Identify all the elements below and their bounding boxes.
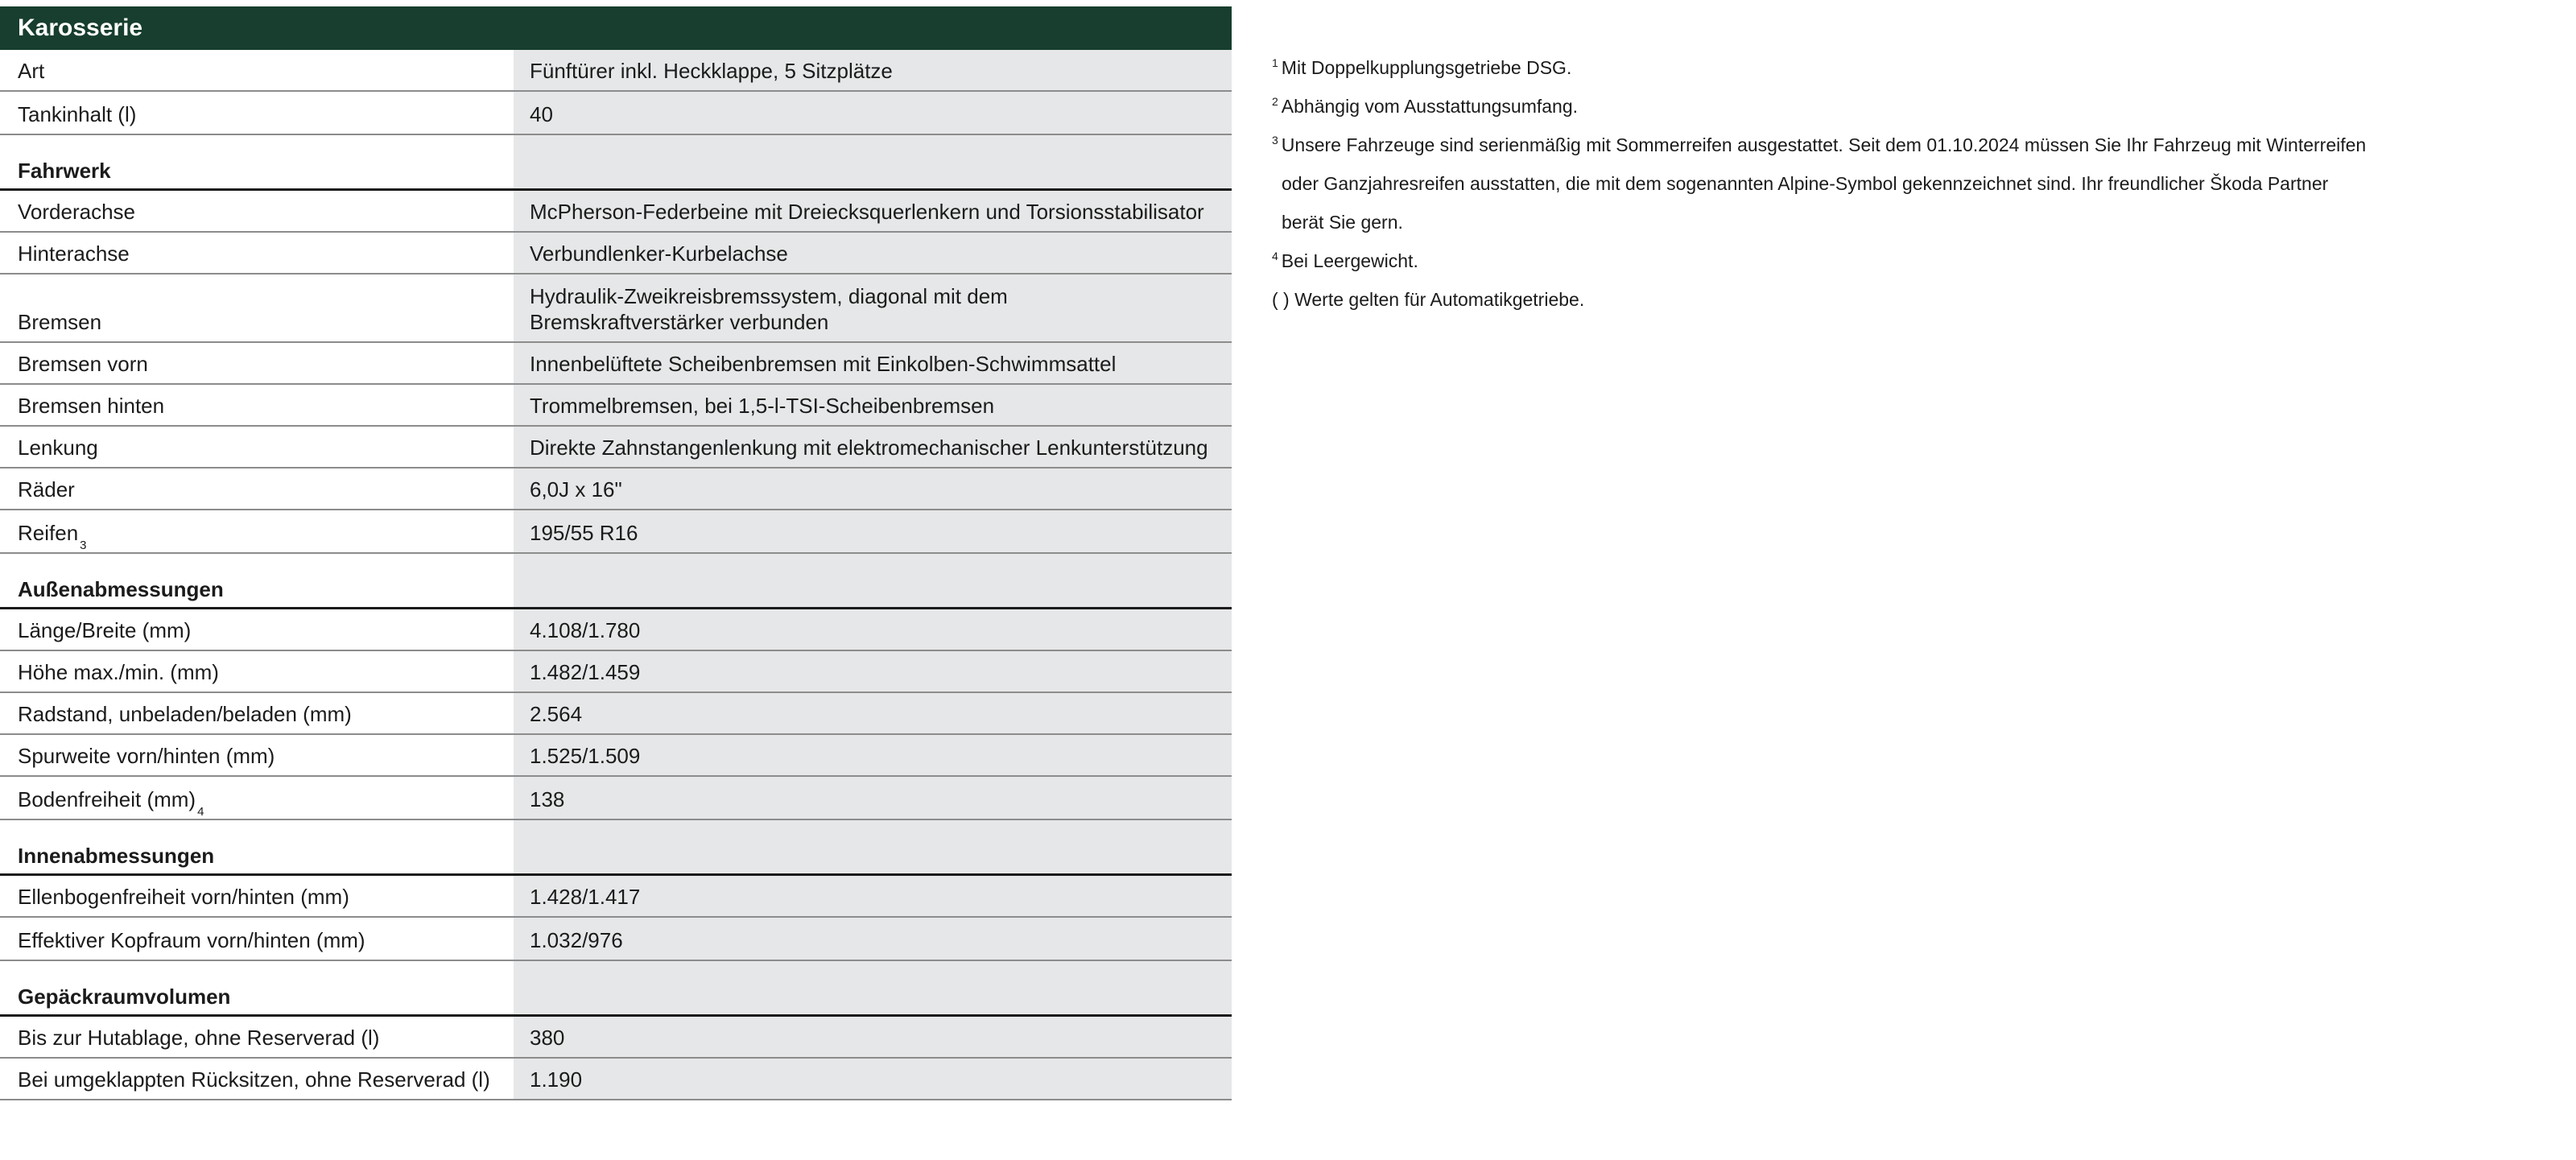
row-label: Lenkung [18, 436, 98, 460]
row-value: 6,0J x 16" [514, 469, 1232, 509]
table-row [0, 609, 1232, 651]
row-label-text: Reifen [18, 521, 79, 545]
row-value: 1.190 [514, 1059, 1232, 1099]
row-label-text: Bodenfreiheit (mm) [18, 787, 196, 811]
row-value: Trommelbremsen, bei 1,5-l-TSI-Scheibenbremsen [514, 385, 1232, 425]
row-value: Verbundlenker-Kurbelachse [514, 233, 1232, 273]
table-row [0, 92, 1232, 134]
row-label: Ellenbogenfreiheit vorn/hinten (mm) [18, 885, 349, 909]
footnote-text: Unsere Fahrzeuge sind serienmäßig mit Sommerreifen ausgestattet. Seit dem 01.10.2024 müssen Sie Ihr Fahrzeug mit Winterreifen [1281, 134, 2367, 155]
footnote-text: Abhängig vom Ausstattungsumfang. [1281, 96, 1579, 117]
row-value [514, 820, 1232, 873]
footnote-text: berät Sie gern. [1282, 212, 1403, 233]
row-value: Direkte Zahnstangenlenkung mit elektromechanischer Lenkunterstützung [514, 427, 1232, 467]
row-label: Spurweite vorn/hinten (mm) [18, 744, 275, 768]
row-value: 4.108/1.780 [514, 609, 1232, 650]
row-label: Bremsen vorn [18, 352, 148, 376]
table-row [0, 876, 1232, 918]
table-row [0, 1059, 1232, 1100]
section-title: Innenabmessungen [18, 844, 215, 868]
row-label: Hinterachse [18, 241, 130, 266]
row-value: 1.032/976 [514, 918, 1232, 960]
row-value: 40 [514, 92, 1232, 134]
row-label: Reifen 3 [18, 521, 87, 552]
table-header: Karosserie [0, 6, 1232, 50]
section-title: Fahrwerk [18, 159, 111, 183]
table-row [0, 777, 1232, 819]
section-header-row [0, 819, 1232, 876]
row-value: 2.564 [514, 693, 1232, 733]
row-value [514, 961, 1232, 1014]
row-value [514, 135, 1232, 188]
footnote [1272, 48, 2376, 87]
table-row [0, 651, 1232, 693]
section-title: Gepäckraumvolumen [18, 985, 231, 1009]
table-row [0, 385, 1232, 427]
row-value: 1.428/1.417 [514, 876, 1232, 916]
table-row [0, 469, 1232, 510]
row-value: Fünftürer inkl. Heckklappe, 5 Sitzplätze [514, 50, 1232, 90]
row-label: Räder [18, 477, 75, 502]
row-label: Bis zur Hutablage, ohne Reserverad (l) [18, 1026, 380, 1050]
section-title: Außenabmessungen [18, 577, 224, 601]
row-value: Innenbelüftete Scheibenbremsen mit Einkolben-Schwimmsattel [514, 343, 1232, 383]
table-row [0, 918, 1232, 960]
row-value: 1.482/1.459 [514, 651, 1232, 691]
footnote-mark: 2 [1272, 95, 1278, 109]
footnote [1272, 126, 2376, 241]
footnote-text: ( ) Werte gelten für Automatikgetriebe. [1272, 289, 1585, 310]
table-row [0, 510, 1232, 552]
spec-table [0, 6, 1232, 1100]
row-value: 195/55 R16 [514, 510, 1232, 552]
row-label: Effektiver Kopfraum vorn/hinten (mm) [18, 928, 365, 952]
row-value [514, 554, 1232, 607]
footnote-text: oder Ganzjahresreifen ausstatten, die mit dem sogenannten Alpine-Symbol gekennzeichnet sind. Ihr freundlicher Škoda Partner [1282, 173, 2329, 194]
table-row [0, 1017, 1232, 1059]
row-value: 1.525/1.509 [514, 735, 1232, 775]
row-value [514, 275, 1232, 341]
row-label: Radstand, unbeladen/beladen (mm) [18, 702, 352, 726]
table-row [0, 233, 1232, 275]
row-label: Art [18, 59, 45, 83]
footnote [1272, 241, 2376, 280]
row-value: 138 [514, 777, 1232, 819]
table-row [0, 343, 1232, 385]
row-value-line: Hydraulik-Zweikreisbremssystem, diagonal mit dem [530, 283, 1008, 308]
row-label: Bei umgeklappten Rücksitzen, ohne Reserverad (l) [18, 1067, 490, 1092]
footnote [1272, 87, 2376, 126]
footnote-mark: 1 [1272, 56, 1278, 70]
footnote-mark: 3 [1272, 134, 1278, 147]
row-label: Höhe max./min. (mm) [18, 660, 219, 684]
row-label: Länge/Breite (mm) [18, 618, 192, 642]
footnote-text: Mit Doppelkupplungsgetriebe DSG. [1281, 57, 1572, 78]
footnote-text: Bei Leergewicht. [1281, 250, 1418, 271]
table-row [0, 50, 1232, 92]
footnote-mark: 4 [1272, 250, 1278, 263]
table-row [0, 275, 1232, 343]
footnote [1272, 280, 2376, 319]
section-header-row [0, 552, 1232, 609]
row-label: Bremsen hinten [18, 394, 165, 418]
row-label: Tankinhalt (l) [18, 102, 137, 126]
table-row [0, 693, 1232, 735]
table-row [0, 427, 1232, 469]
section-header-row [0, 134, 1232, 191]
row-label: Bodenfreiheit (mm) 4 [18, 787, 204, 819]
table-row [0, 735, 1232, 777]
table-row [0, 191, 1232, 233]
row-value: McPherson-Federbeine mit Dreiecksquerlenkern und Torsionsstabilisator [514, 191, 1232, 231]
footnotes [1272, 48, 2376, 319]
section-header-row [0, 960, 1232, 1017]
row-value: 380 [514, 1017, 1232, 1057]
row-label: Vorderachse [18, 200, 135, 224]
row-label: Bremsen [18, 310, 102, 334]
row-value-line: Bremskraftverstärker verbunden [530, 309, 829, 334]
